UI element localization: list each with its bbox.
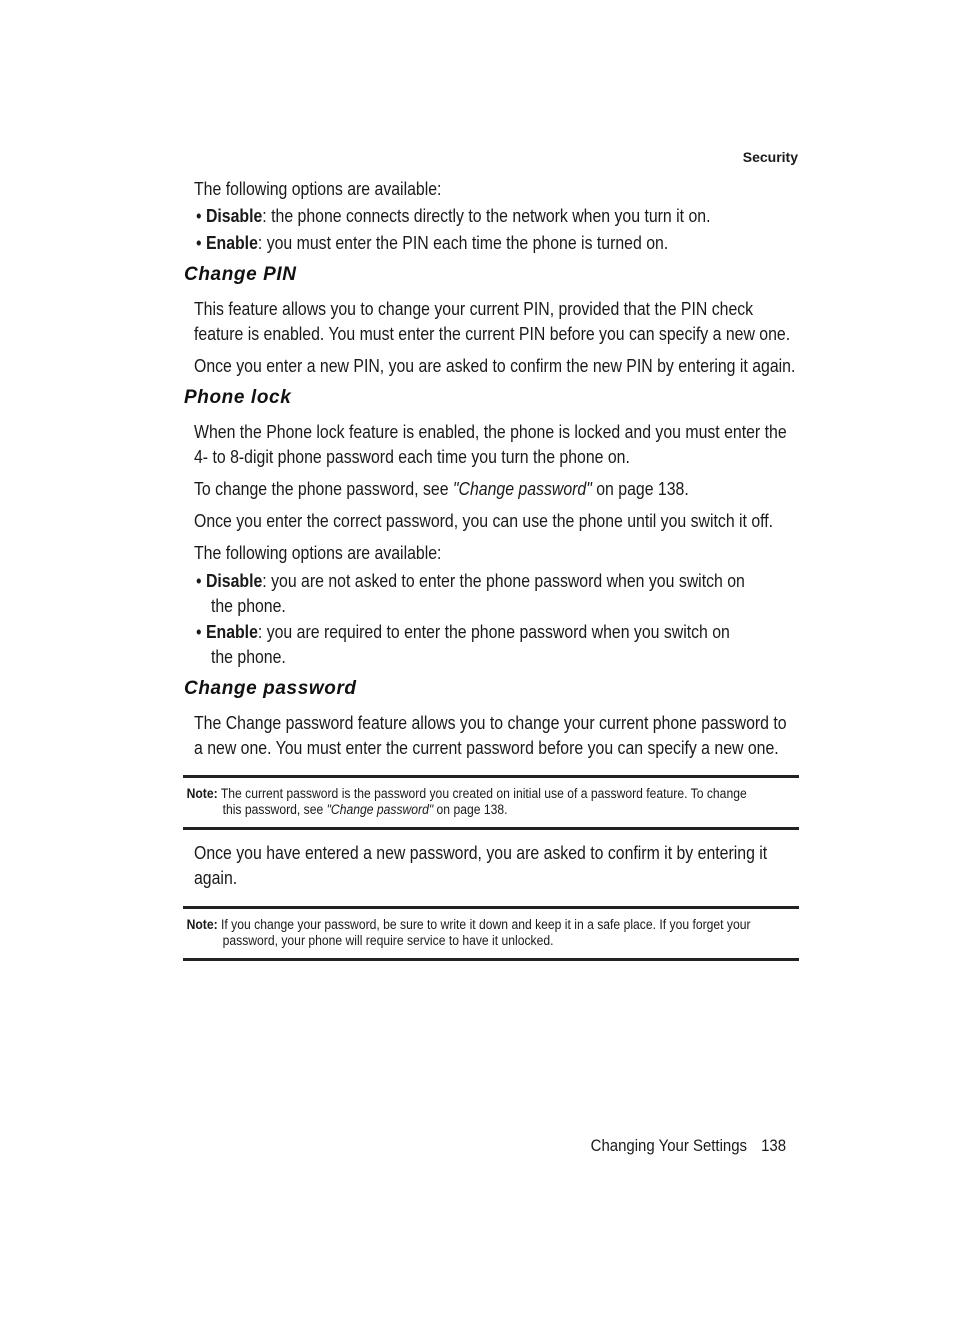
text-line: a new one. You must enter the current password before you can specify a new one.: [194, 737, 779, 758]
phone-lock-bullet-enable: • Enable: you are required to enter the phone password when you switch on the phone.: [196, 620, 812, 669]
bullet-continuation: the phone.: [210, 646, 286, 667]
bullet-term: Enable: [205, 233, 258, 253]
footer-section-title: Changing Your Settings: [590, 1136, 747, 1155]
cross-reference-link[interactable]: "Change password": [326, 801, 434, 817]
running-head: Security: [742, 149, 798, 165]
heading-change-password: Change password: [184, 678, 357, 699]
text-line: The Change password feature allows you to change your current phone password to: [194, 713, 787, 733]
note-text: on page 138.: [433, 801, 508, 817]
intro-bullet-disable: • Disable: the phone connects directly to the network when you turn it on.: [196, 206, 711, 226]
note-box-2: [183, 906, 799, 961]
bullet-term: Disable: [205, 571, 263, 591]
text-line: This feature allows you to change your current PIN, provided that the PIN check: [194, 299, 754, 319]
note-text: If you change your password, be sure to write it down and keep it in a safe place. If you forget your: [221, 917, 751, 932]
note-label: Note:: [186, 786, 218, 801]
bullet-text: : you must enter the PIN each time the phone is turned on.: [257, 233, 669, 253]
note-text: this password, see: [222, 801, 327, 817]
heading-phone-lock: Phone lock: [184, 387, 292, 408]
intro-bullet-enable: • Enable: you must enter the PIN each time the phone is turned on.: [196, 233, 669, 253]
text-line: again.: [194, 867, 238, 888]
bullet-term: Enable: [205, 622, 258, 642]
note-box-1: [183, 775, 799, 830]
cross-reference-link[interactable]: "Change password": [452, 479, 592, 499]
change-password-paragraph-2: [194, 841, 810, 890]
page-footer: [591, 1136, 786, 1156]
bullet-text: : you are required to enter the phone password when you switch on: [257, 622, 730, 642]
bullet-continuation: the phone.: [210, 595, 286, 616]
change-pin-paragraph-1: [194, 297, 810, 346]
bullet-term: Disable: [205, 206, 263, 226]
phone-lock-paragraph-2: [194, 477, 810, 502]
page-number: 138: [761, 1136, 786, 1155]
text-span: on page 138.: [591, 479, 689, 499]
text-line: Once you have entered a new password, you are asked to confirm it by entering it: [194, 843, 768, 863]
text-span: To change the phone password, see: [194, 479, 453, 499]
phone-lock-paragraph-1: [194, 420, 810, 469]
text-line: 4- to 8-digit phone password each time you turn the phone on.: [194, 446, 630, 467]
text-line: feature is enabled. You must enter the current PIN before you can specify a new one.: [194, 323, 791, 344]
bullet-text: : you are not asked to enter the phone password when you switch on: [262, 571, 745, 591]
note-text: password, your phone will require service to have it unlocked.: [222, 932, 554, 948]
change-password-paragraph-1: [194, 711, 810, 760]
bullet-text: : the phone connects directly to the network when you turn it on.: [262, 206, 711, 226]
note-label: Note:: [186, 917, 218, 932]
text-line: When the Phone lock feature is enabled, the phone is locked and you must enter the: [194, 422, 787, 442]
phone-lock-bullet-disable: • Disable: you are not asked to enter the phone password when you switch on the phone.: [196, 569, 812, 618]
phone-lock-paragraph-3: Once you enter the correct password, you can use the phone until you switch it off.: [194, 511, 774, 531]
heading-change-pin: Change PIN: [184, 264, 297, 285]
change-pin-paragraph-2: Once you enter a new PIN, you are asked to confirm the new PIN by entering it again.: [194, 356, 796, 376]
phone-lock-options-label: The following options are available:: [194, 543, 442, 563]
intro-options-label: The following options are available:: [194, 179, 442, 199]
note-text: The current password is the password you created on initial use of a password feature. To change: [220, 786, 747, 801]
